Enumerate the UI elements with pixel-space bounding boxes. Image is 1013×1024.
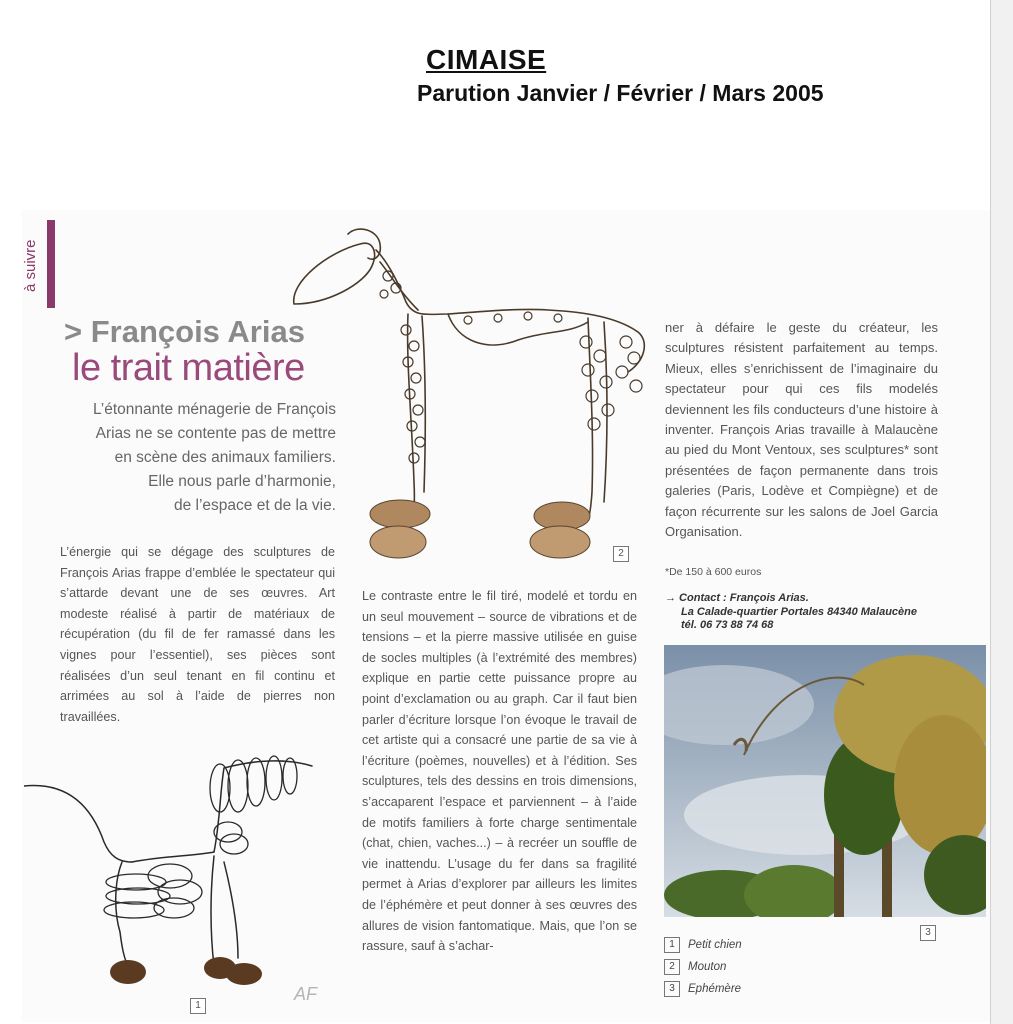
- caption-label: Ephémère: [688, 983, 742, 995]
- lead-line: en scène des animaux familiers.: [114, 449, 336, 466]
- paragraph: L’énergie qui se dégage des sculptures de François Arias frappe d’emblée le spectateur qui s’attarde devant une de ses œuvres. Art modeste réalisé à partir de matériaux de récupération (du fil de fer ramassé dans les vignes pour l’essentiel), ses pièces sont réalisées d’un seul tenant en fil continu et arrimées au sol à l’aide de pierres non travaillées.: [60, 545, 335, 724]
- article-column-2: [362, 586, 637, 957]
- paragraph: ner à défaire le geste du créateur, les sculptures résistent parfaitement au temps. Mieux, elles s’enrichissent de l’imaginaire du spectateur pour qui ces fils modelés deviennent les fils conducteurs d’une histoire à inventer. François Arias travaille à Malaucène au pied du Mont Ventoux, ses sculptures* sont présentées de façon permanente dans trois galeries (Paris, Lodève et Compiègne) et de façon récurrente sur les salons de Joel Garcia Organisation.: [665, 320, 938, 540]
- article-column-3: [665, 318, 938, 542]
- lead-line: de l’espace et de la vie.: [174, 497, 336, 514]
- artist-signature: AF: [294, 984, 318, 1004]
- contact-line: → Contact : François Arias.: [665, 592, 809, 604]
- article-title: > François Arias: [64, 314, 305, 349]
- dog-sculpture-image: [24, 752, 324, 997]
- contact-line: tél. 06 73 88 74 68: [681, 619, 774, 631]
- figure-number-2: 2: [613, 546, 629, 562]
- publication-title: CIMAISE: [426, 44, 547, 75]
- article-column-1: [60, 542, 335, 727]
- caption-item: [664, 978, 742, 1000]
- caption-number: 2: [664, 959, 680, 975]
- figure-number-1: 1: [190, 998, 206, 1014]
- caption-item: [664, 934, 742, 956]
- rubric-label: à suivre: [22, 239, 39, 292]
- publication-date: Parution Janvier / Février / Mars 2005: [417, 80, 824, 106]
- paragraph: Le contraste entre le fil tiré, modelé et tordu en un seul mouvement – source de vibrations et de tensions – et la pierre massive utilisée en guise de socles multiples (à l’extrémité des membres) explique en partie cette puissance propre au point d’exclamation ou au graph. Car il faut bien parler d’écriture lorsque l’on évoque le travail de cet artiste qui a consacré une partie de sa vie à l’écriture (poèmes, nouvelles) et à l’édition. Ses sculptures, tels des dessins en trois dimensions, s’accaparent l’espace et parviennent – à l’aide de motifs familiers à forte charge sentimentale (chat, chien, vaches...) – à recréer un souffle de vie inattendu. L’usage du fer dans sa fragilité permet à Arias d’explorer par ailleurs les limites de l’éphémère et peut donner à ses œuvres des allures de vision fantomatique. Mais, que l’on se rassure, sauf à s’achar-: [362, 589, 637, 954]
- caption-number: 1: [664, 937, 680, 953]
- article-subtitle: le trait matière: [72, 347, 305, 389]
- caption-item: [664, 956, 742, 978]
- page-edge: [990, 0, 1013, 1024]
- contact-block: [665, 592, 917, 633]
- lead-line: L’étonnante ménagerie de François: [93, 401, 336, 418]
- lead-line: Elle nous parle d’harmonie,: [148, 473, 336, 490]
- sheep-sculpture-image: [288, 222, 658, 567]
- contact-line: La Calade-quartier Portales 84340 Malaucène: [681, 605, 917, 618]
- caption-label: Mouton: [688, 961, 727, 973]
- figure-captions: [664, 934, 742, 1000]
- caption-number: 3: [664, 981, 680, 997]
- lead-line: Arias ne se contente pas de mettre: [95, 425, 336, 442]
- rubric-bar: [47, 220, 55, 308]
- caption-label: Petit chien: [688, 939, 742, 951]
- price-footnote: *De 150 à 600 euros: [665, 566, 762, 578]
- figure-number-3: 3: [920, 925, 936, 941]
- ephemere-photo: [664, 645, 986, 917]
